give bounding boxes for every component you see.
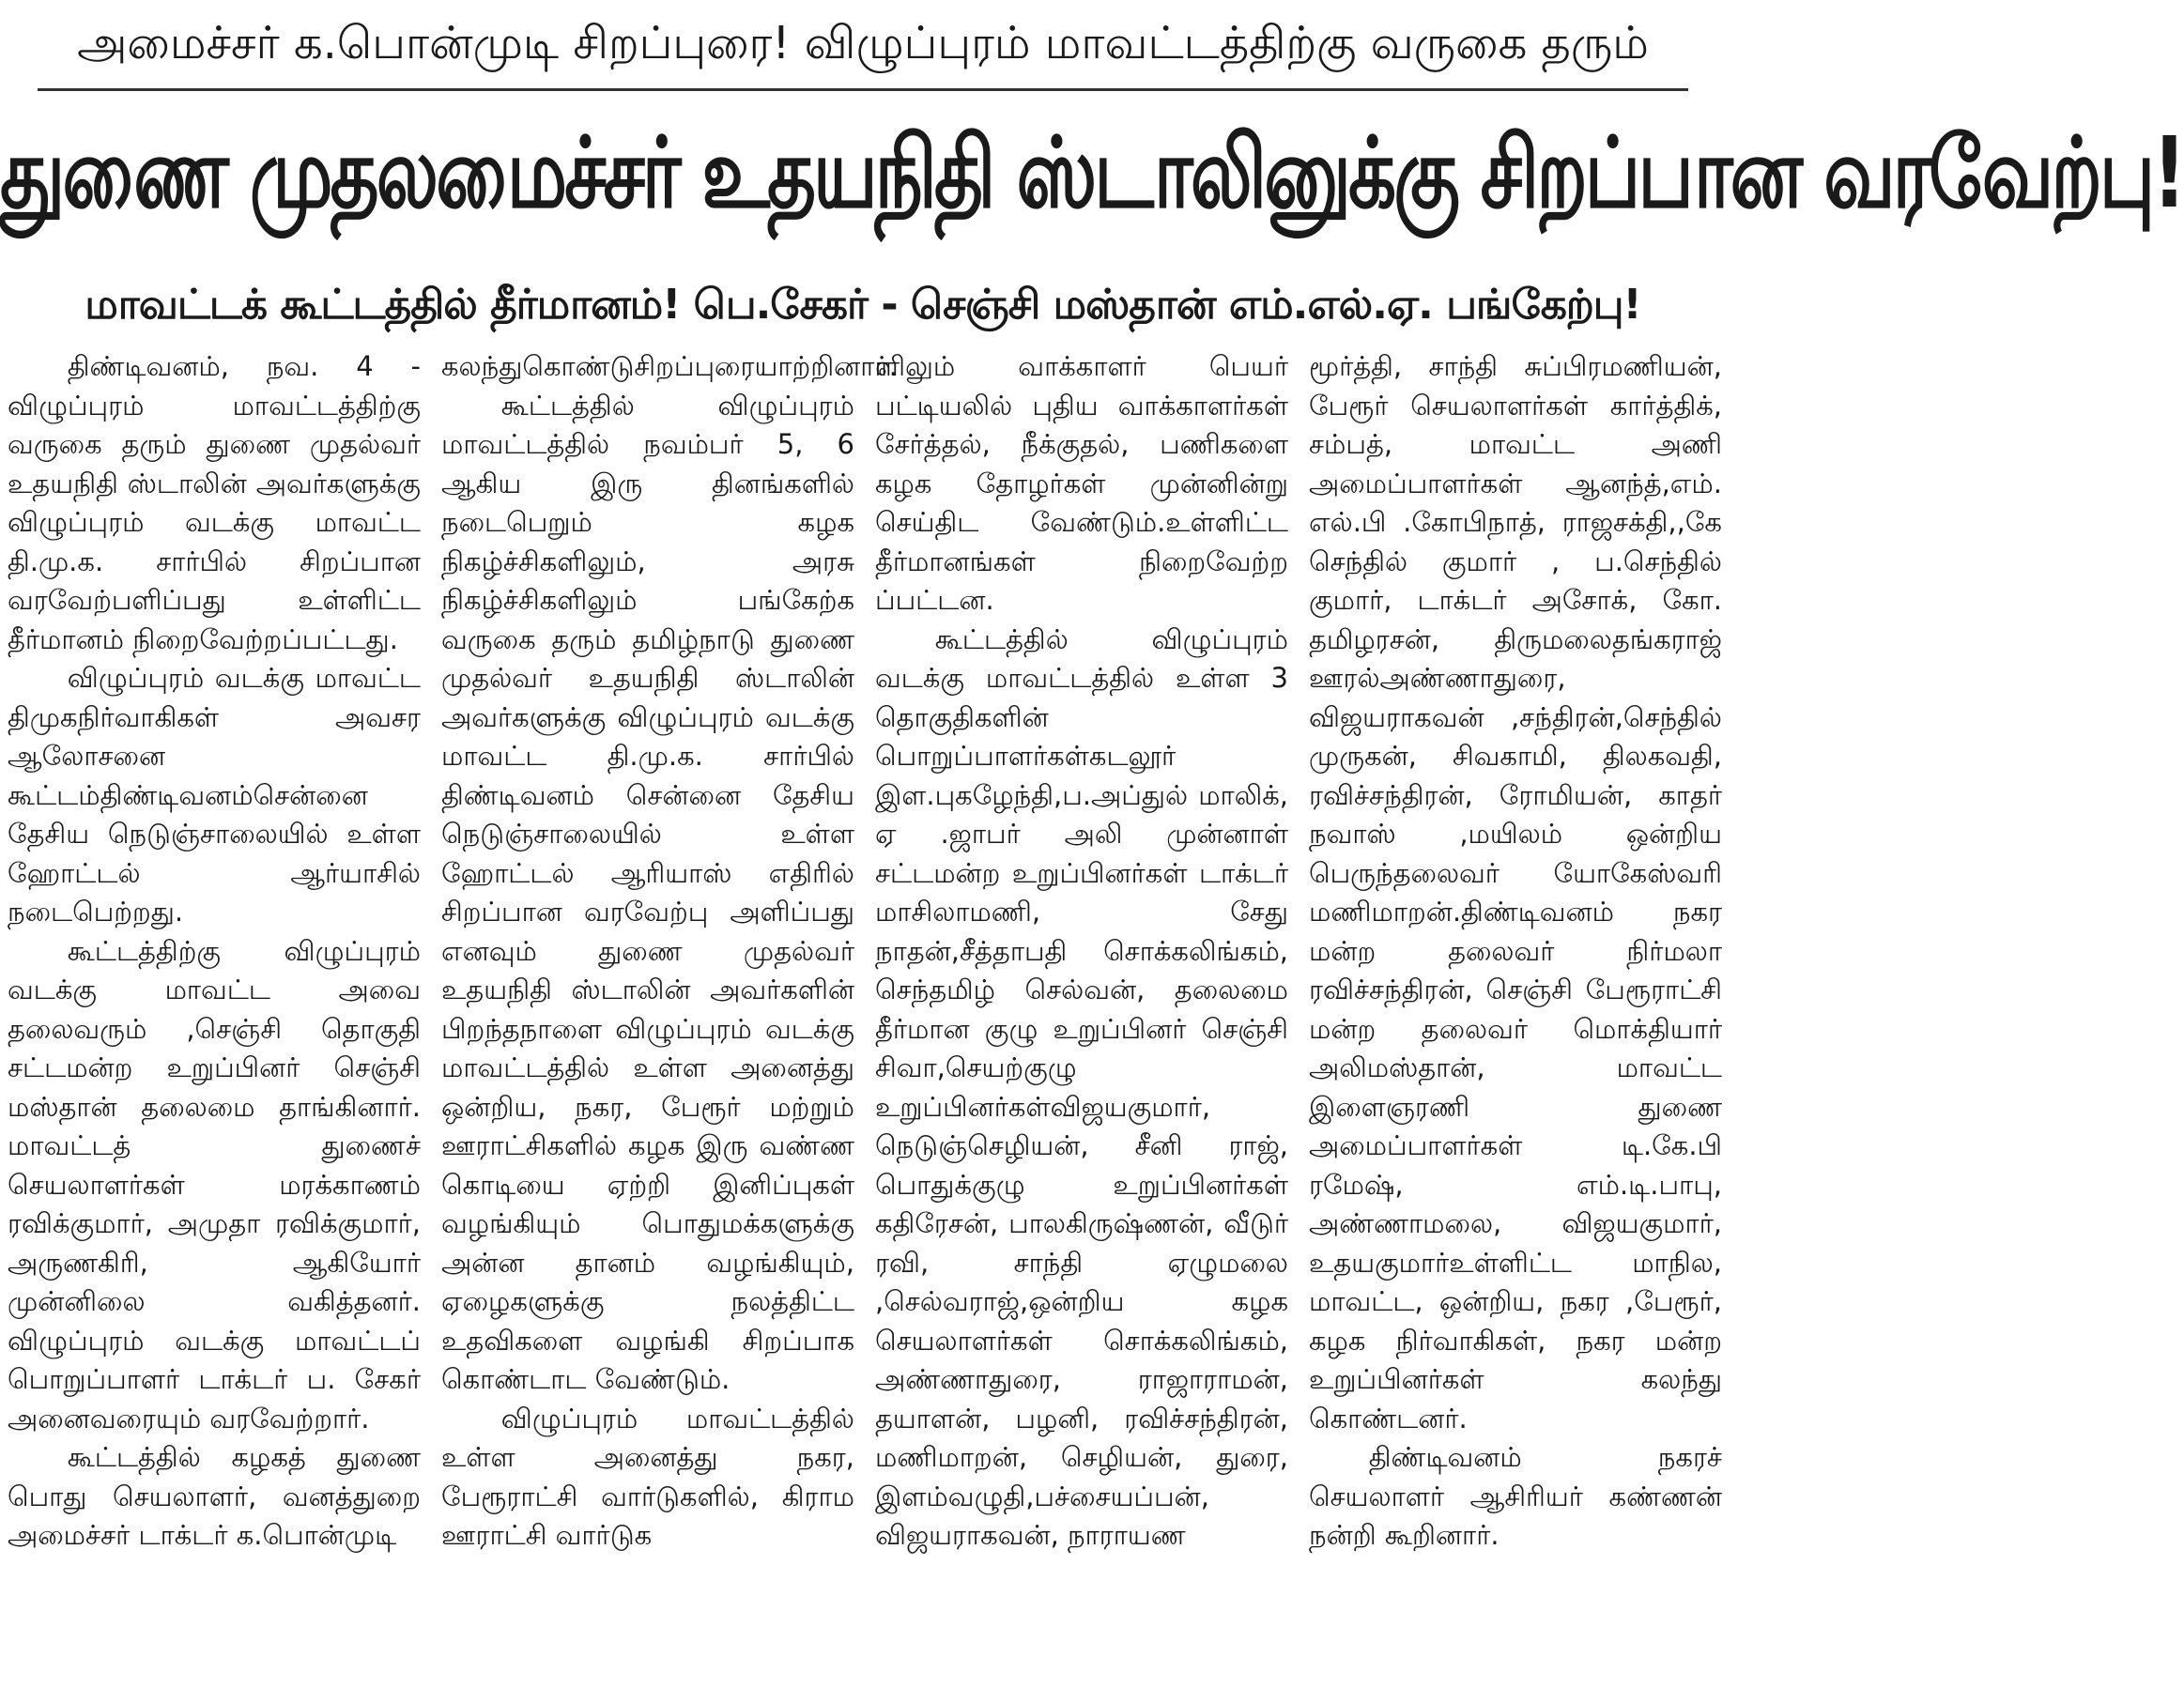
article-paragraph: திண்டிவனம், நவ. 4 - விழுப்புரம் மாவட்டத்திற்கு வருகை தரும் துணை முதல்வர் உதயநிதி ஸ்டாலின் அவர்களுக்கு விழுப்புரம் வடக்கு மாவட்ட தி.மு.க. சார்பில் சிறப்பான வரவேற்பளிப்பது உள்ளிட்ட தீர்மானம் நிறைவேற்றப்பட்டது. [8, 350, 421, 655]
article-column-4 [1309, 347, 1722, 1699]
article-paragraph: கூட்டத்தில் விழுப்புரம் மாவட்டத்தில் நவம்பர் 5, 6 ஆகிய இரு தினங்களில் நடைபெறும் கழக நிகழ்ச்சிகளிலும், அரசு நிகழ்ச்சிகளிலும் பங்கேற்க வருகை தரும் தமிழ்நாடு துணை முதல்வர் உதயநிதி ஸ்டாலின் அவர்களுக்கு விழுப்புரம் வடக்கு மாவட்ட தி.மு.க. சார்பில் திண்டிவனம் சென்னை தேசிய நெடுஞ்சாலையில் உள்ள ஹோட்டல் ஆரியாஸ் எதிரில் சிறப்பான வரவேற்பு அளிப்பது எனவும் துணை முதல்வர் உதயநிதி ஸ்டாலின் அவர்களின் பிறந்தநாளை விழுப்புரம் வடக்கு மாவட்டத்தில் உள்ள அனைத்து ஒன்றிய, நகர, பேரூர் மற்றும் ஊராட்சிகளில் கழக இரு வண்ண கொடியை ஏற்றி இனிப்புகள் வழங்கியும் பொதுமக்களுக்கு அன்ன தானம் வழங்கியும், ஏழைகளுக்கு நலத்திட்ட உதவிகளை வழங்கி சிறப்பாக கொண்டாட வேண்டும். [441, 389, 854, 1395]
article-paragraph: கூட்டத்தில் கழகத் துணை பொது செயலாளர், வனத்துறை அமைச்சர் டாக்டர் க.பொன்முடி [8, 1441, 421, 1551]
article-paragraph: கலந்துகொண்டுசிறப்புரையாற்றினார். [441, 350, 898, 382]
article-paragraph: மூர்த்தி, சாந்தி சுப்பிரமணியன், பேரூர் செயலாளர்கள் கார்த்திக், சம்பத், மாவட்ட அணி அமைப்பாளர்கள் ஆனந்த்,எம். எல்.பி .கோபிநாத், ராஜசக்தி,,கே செந்தில் குமார் , ப.செந்தில் குமார், டாக்டர் அசோக், கோ. தமிழரசன், திருமலைதங்கராஜ் ஊரல்அண்ணாதுரை, விஜயராகவன் ,சந்திரன்,செந்தில் முருகன், சிவகாமி, திலகவதி, ரவிச்சந்திரன், ரோமியன், காதர் நவாஸ் ,மயிலம் ஒன்றிய பெருந்தலைவர் யோகேஸ்வரி மணிமாறன்.திண்டிவனம் நகர மன்ற தலைவர் நிர்மலா ரவிச்சந்திரன், செஞ்சி பேரூராட்சி மன்ற தலைவர் மொக்தியார் அலிமஸ்தான், மாவட்ட இளைஞரணி துணை அமைப்பாளர்கள் டி.கே.பி ரமேஷ், எம்.டி.பாபு, அண்ணாமலை, விஜயகுமார், உதயகுமார்உள்ளிட்ட மாநில, மாவட்ட, ஒன்றிய, நகர ,பேரூர், கழக நிர்வாகிகள், நகர மன்ற உறுப்பினர்கள் கலந்து கொண்டனர். [1309, 350, 1722, 1435]
article-paragraph: ளிலும் வாக்காளர் பெயர் பட்டியலில் புதிய வாக்காளர்கள் சேர்த்தல், நீக்குதல், பணிகளை கழக தோழர்கள் முன்னின்று செய்திட வேண்டும்.உள்ளிட்ட தீர்மானங்கள் நிறைவேற்ற ப்பட்டன. [875, 350, 1288, 616]
article-column-1 [8, 347, 421, 1699]
article-paragraph: கூட்டத்திற்கு விழுப்புரம் வடக்கு மாவட்ட அவை தலைவரும் ,செஞ்சி தொகுதி சட்டமன்ற உறுப்பினர் செஞ்சி மஸ்தான் தலைமை தாங்கினார். மாவட்டத் துணைச் செயலாளர்கள் மரக்காணம் ரவிக்குமார், அமுதா ரவிக்குமார், அருணகிரி, ஆகியோர் முன்னிலை வகித்தனர். விழுப்புரம் வடக்கு மாவட்டப் பொறுப்பாளர் டாக்டர் ப. சேகர் அனைவரையும் வரவேற்றார். [8, 934, 421, 1435]
article-paragraph: விழுப்புரம் மாவட்டத்தில் உள்ள அனைத்து நகர, பேரூராட்சி வார்டுகளில், கிராம ஊராட்சி வார்டுக [441, 1402, 854, 1551]
article-paragraph: கூட்டத்தில் விழுப்புரம் வடக்கு மாவட்டத்தில் உள்ள 3 தொகுதிகளின் பொறுப்பாளர்கள்கடலூர் இள.புகழேந்தி,ப.அப்துல் மாலிக், ஏ .ஜாபர் அலி முன்னாள் சட்டமன்ற உறுப்பினர்கள் டாக்டர் மாசிலாமணி, சேது நாதன்,சீத்தாபதி சொக்கலிங்கம், செந்தமிழ் செல்வன், தலைமை தீர்மான குழு உறுப்பினர் செஞ்சி சிவா,செயற்குழு உறுப்பினர்கள்விஜயகுமார், நெடுஞ்செழியன், சீனி ராஜ், பொதுக்குழு உறுப்பினர்கள் கதிரேசன், பாலகிருஷ்ணன், வீடுர் ரவி, சாந்தி ஏழுமலை ,செல்வராஜ்,ஒன்றிய கழக செயலாளர்கள் சொக்கலிங்கம், அண்ணாதுரை, ராஜாராமன், தயாளன், பழனி, ரவிச்சந்திரன், மணிமாறன், செழியன், துரை, இளம்வழுதி,பச்சையப்பன், விஜயராகவன், நாராயண [875, 622, 1288, 1551]
headline: துணை முதலமைச்சர் உதயநிதி ஸ்டாலினுக்கு சிறப்பான வரவேற்பு! [0, 115, 2184, 230]
article-body [8, 347, 1722, 1699]
article-column-3 [875, 347, 1288, 1699]
article-paragraph: விழுப்புரம் வடக்கு மாவட்ட திமுகநிர்வாகிகள் அவசர ஆலோசனை கூட்டம்திண்டிவனம்சென்னை தேசிய நெடுஞ்சாலையில் உள்ள ஹோட்டல் ஆர்யாசில் நடைபெற்றது. [8, 662, 421, 928]
article-column-2 [441, 347, 898, 1699]
subheadline: மாவட்டக் கூட்டத்தில் தீர்மானம்! பெ.சேகர் - செஞ்சி மஸ்தான் எம்.எல்.ஏ. பங்கேற்பு! [85, 281, 1641, 329]
kicker-line: அமைச்சர் க.பொன்முடி சிறப்புரை! விழுப்புரம் மாவட்டத்திற்கு வருகை தரும் [77, 17, 1649, 69]
article-paragraph: திண்டிவனம் நகரச் செயலாளர் ஆசிரியர் கண்ணன் நன்றி கூறினார். [1309, 1441, 1722, 1551]
